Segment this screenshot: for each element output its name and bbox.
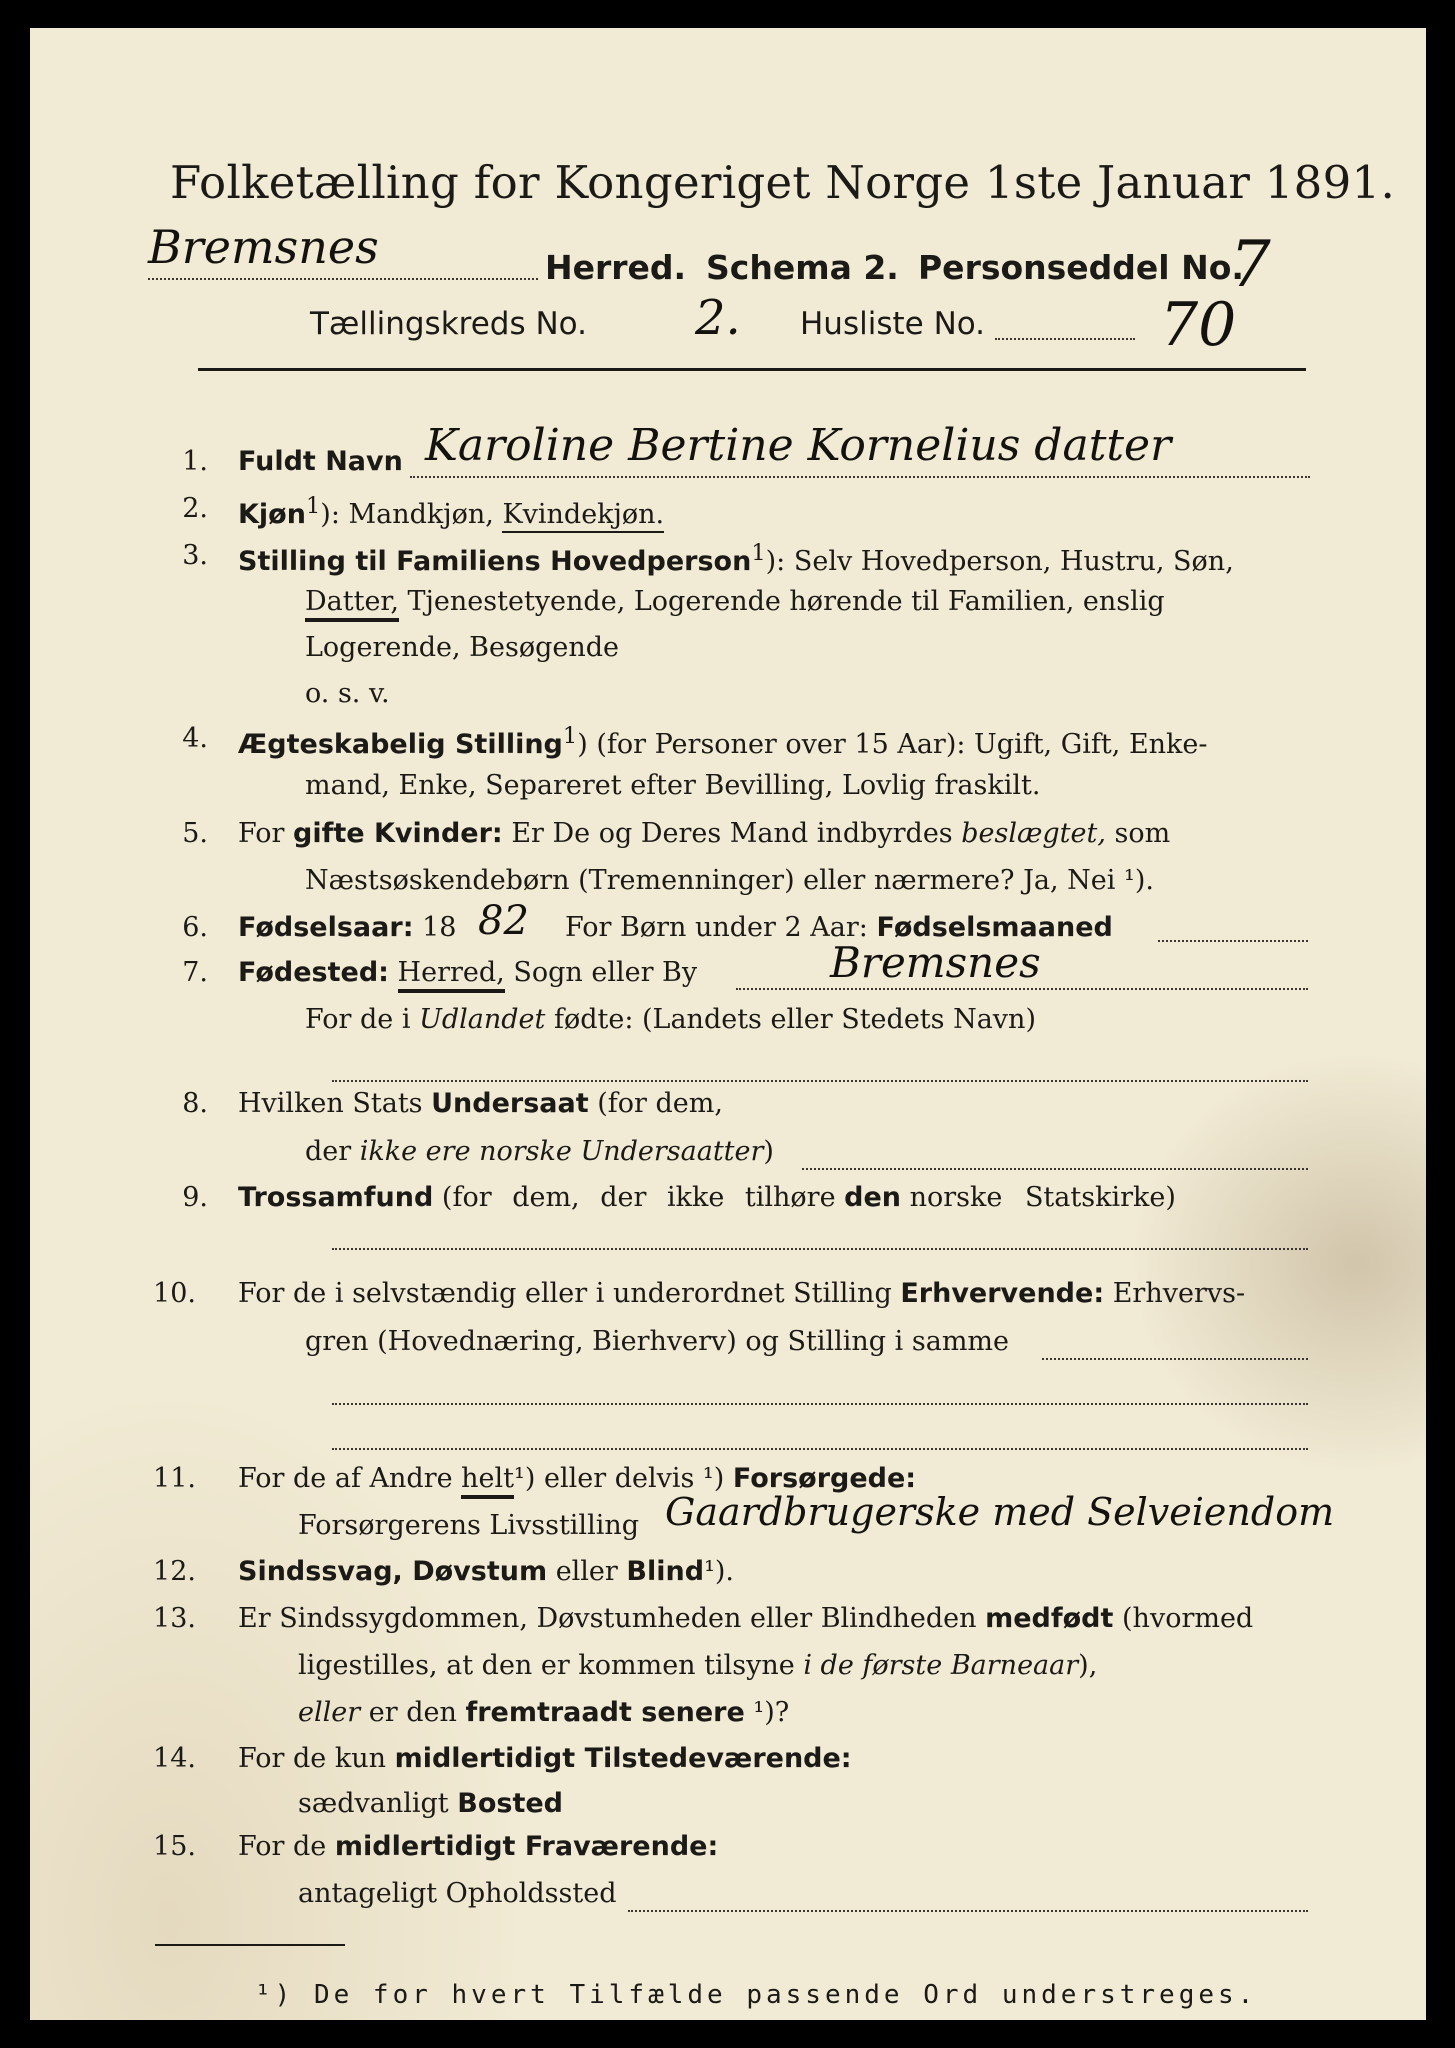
q7-text: Sogn eller By [513, 957, 698, 988]
q10-dotline [1042, 1358, 1308, 1360]
q5-text: som [1114, 818, 1171, 849]
q12-label2: Blind [626, 1556, 705, 1587]
q13-text: ligestilles, at den er kommen tilsyne [298, 1650, 795, 1681]
q12-text: eller [555, 1556, 618, 1587]
q13-row [238, 1603, 1253, 1634]
q3-text: Logerende, Besøgende [305, 632, 619, 663]
q11-text: ¹) eller delvis ¹) [514, 1463, 725, 1494]
q6-label2: Fødselsmaaned [876, 912, 1113, 943]
q3-selected-option: Datter, [305, 586, 399, 622]
q6-row [238, 912, 456, 943]
q14-label: midlertidigt Tilstedeværende: [394, 1743, 852, 1774]
q13-row-3 [298, 1697, 789, 1728]
q3-text: Tjenestetyende, Logerende hørende til Familien, enslig [407, 586, 1165, 617]
q7-label: Fødested: [238, 957, 389, 988]
q5-text: Næstsøskendebørn (Tremenninger) eller nærmere? Ja, Nei ¹). [305, 865, 1154, 896]
item-number: 5. [182, 818, 208, 849]
q8-text: Hvilken Stats [238, 1088, 423, 1119]
q11-text: For de af Andre [238, 1463, 453, 1494]
q5-text: For [238, 818, 285, 849]
q3-text: ): Selv Hovedperson, Hustru, Søn, [765, 546, 1234, 577]
item-number: 13. [153, 1603, 196, 1634]
q7-row [238, 957, 697, 988]
q3-row-2 [305, 586, 1165, 617]
q5-row [238, 818, 1170, 849]
q10-label: Erhvervende: [900, 1278, 1105, 1309]
personseddel-number: 7 [1230, 228, 1271, 302]
q4-label: Ægteskabelig Stilling [238, 729, 563, 760]
q13-text: Er Sindssygdommen, Døvstumheden eller Blindheden [238, 1603, 977, 1634]
item-number: 3. [182, 540, 208, 571]
item-number: 11. [153, 1463, 196, 1494]
q13-row-2 [298, 1650, 1097, 1681]
q4-text: ) (for Personer over 15 Aar): Ugift, Gift, Enke- [577, 729, 1208, 760]
q11-selected-option: helt [461, 1463, 514, 1499]
q12-text: ¹). [704, 1556, 735, 1587]
herred-dotline [148, 278, 538, 280]
item-number: 2. [182, 493, 208, 524]
q8-text: ) [763, 1136, 774, 1167]
herred-handwritten: Bremsnes [148, 220, 379, 274]
item-number: 14. [153, 1743, 196, 1774]
q6-dotline [1158, 940, 1308, 942]
q13-text: er den [368, 1697, 457, 1728]
q2-row: Kjøn$^1$): Mandkjøn, Kvindekjøn. [238, 493, 664, 530]
q14-text: sædvanligt [298, 1788, 449, 1819]
q4-row: Ægteskabelig Stilling$^1$) (for Personer over 15 Aar): Ugift, Gift, Enke- [238, 723, 1208, 760]
item-number: 9. [182, 1182, 208, 1213]
q9-text: norske Statskirke) [909, 1182, 1176, 1213]
q8-text: der [305, 1136, 352, 1167]
taellingskreds-label: Tællingskreds No. [310, 306, 587, 342]
q14-label2: Bosted [457, 1788, 564, 1819]
item-number: 4. [182, 723, 208, 754]
q15-text: antageligt Opholdssted [298, 1878, 617, 1909]
q11-text: Forsørgerens Livsstilling [298, 1510, 640, 1541]
q10-dotline-2 [332, 1403, 1308, 1405]
item-number: 7. [182, 957, 208, 988]
item-number: 15. [153, 1831, 196, 1862]
q7-text: fødte: (Landets eller Stedets Navn) [553, 1004, 1036, 1035]
q3-row: Stilling til Familiens Hovedperson$^1$): Selv Hovedperson, Hustru, Søn, [238, 540, 1234, 577]
taellingskreds-number: 2. [695, 290, 741, 346]
q8-label: Undersaat [431, 1088, 589, 1119]
q10-dotline-3 [332, 1448, 1308, 1450]
q9-text: (for dem, der ikke tilhøre [441, 1182, 836, 1213]
q15-text: For de [238, 1831, 327, 1862]
q7-text: For de i [305, 1004, 411, 1035]
herred-label: Herred. [545, 248, 687, 287]
q13-bold: medfødt [985, 1603, 1114, 1634]
q13-text: ), [1078, 1650, 1098, 1681]
q13-text: ¹)? [753, 1697, 790, 1728]
q10-text: gren (Hovednæring, Bierhverv) og Stilling i samme [305, 1326, 1010, 1357]
q12-row [238, 1556, 734, 1587]
q6-text: For Børn under 2 Aar: [565, 912, 868, 943]
q9-row [238, 1182, 1308, 1213]
footnote-rule [155, 1944, 345, 1946]
q1-name-handwritten: Karoline Bertine Kornelius datter [425, 420, 1172, 471]
census-form [30, 28, 1426, 2020]
personseddel-label: Personseddel No. [918, 248, 1244, 287]
item-number: 12. [153, 1556, 196, 1587]
form-title: Folketælling for Kongeriget Norge 1ste Januar 1891. [170, 156, 1396, 209]
q8-text: (for dem, [597, 1088, 723, 1119]
q14-row [238, 1743, 852, 1774]
q14-row-2 [298, 1788, 563, 1819]
q14-text: For de kun [238, 1743, 386, 1774]
q10-row [238, 1278, 1245, 1309]
q10-text: Erhvervs- [1112, 1278, 1246, 1309]
q3-text: o. s. v. [305, 678, 390, 709]
q7-birthplace-handwritten: Bremsnes [830, 938, 1041, 987]
item-number: 8. [182, 1088, 208, 1119]
husliste-dotline [995, 338, 1135, 340]
q9-dotline [332, 1248, 1308, 1250]
q9-bold: den [844, 1182, 902, 1213]
q6-year-handwritten: 82 [478, 898, 529, 944]
q4-text: mand, Enke, Separeret efter Bevilling, Lovlig fraskilt. [305, 770, 1041, 801]
q5-italic: beslægtet, [961, 818, 1106, 849]
q9-label: Trossamfund [238, 1182, 434, 1213]
q11-label: Forsørgede: [732, 1463, 917, 1494]
q13-bold: fremtraadt senere [465, 1697, 745, 1728]
header-rule [198, 368, 1306, 371]
q7-italic: Udlandet [419, 1004, 546, 1035]
q11-occupation-handwritten: Gaardbrugerske med Selveiendom [665, 1490, 1335, 1534]
q7-row-2 [305, 1004, 1036, 1035]
q8-dotline [802, 1168, 1308, 1170]
q8-row [238, 1088, 723, 1119]
q1-row [238, 446, 403, 477]
footnote: ¹) De for hvert Tilfælde passende Ord understreges. [255, 1980, 1258, 2010]
q8-row-2 [305, 1136, 774, 1167]
q8-italic: ikke ere norske Undersaatter [359, 1136, 764, 1167]
q2-label: Kjøn [238, 499, 306, 530]
q5-label: gifte Kvinder: [293, 818, 503, 849]
q3-label: Stilling til Familiens Hovedperson [238, 546, 752, 577]
q7-dotline-2 [332, 1080, 1308, 1082]
q1-label: Fuldt Navn [238, 446, 403, 477]
q7-dotline [736, 988, 1308, 990]
q2-selected-option: Kvindekjøn. [502, 499, 664, 533]
q10-text: For de i selvstændig eller i underordnet Stilling [238, 1278, 892, 1309]
q7-selected-option: Herred, [398, 957, 505, 993]
husliste-label: Husliste No. [800, 306, 986, 342]
item-number: 1. [182, 446, 208, 477]
q15-dotline [628, 1910, 1308, 1912]
q13-italic: i de første Barneaar [803, 1650, 1079, 1681]
q1-dotline [410, 476, 1310, 478]
q12-label: Sindssvag, Døvstum [238, 1556, 548, 1587]
q13-italic: eller [298, 1697, 361, 1728]
q6-label: Fødselsaar: [238, 912, 414, 943]
item-number: 6. [182, 912, 208, 943]
item-number: 10. [153, 1278, 196, 1309]
q15-label: midlertidigt Fraværende: [334, 1831, 719, 1862]
q15-row [238, 1831, 718, 1862]
q5-text: Er De og Deres Mand indbyrdes [511, 818, 953, 849]
schema-label: Schema 2. [706, 248, 899, 287]
q13-text: (hvormed [1122, 1603, 1254, 1634]
q2-text: ): Mandkjøn, [320, 499, 494, 530]
q6-year-prefix: 18 [422, 912, 457, 943]
husliste-number: 70 [1160, 290, 1237, 360]
